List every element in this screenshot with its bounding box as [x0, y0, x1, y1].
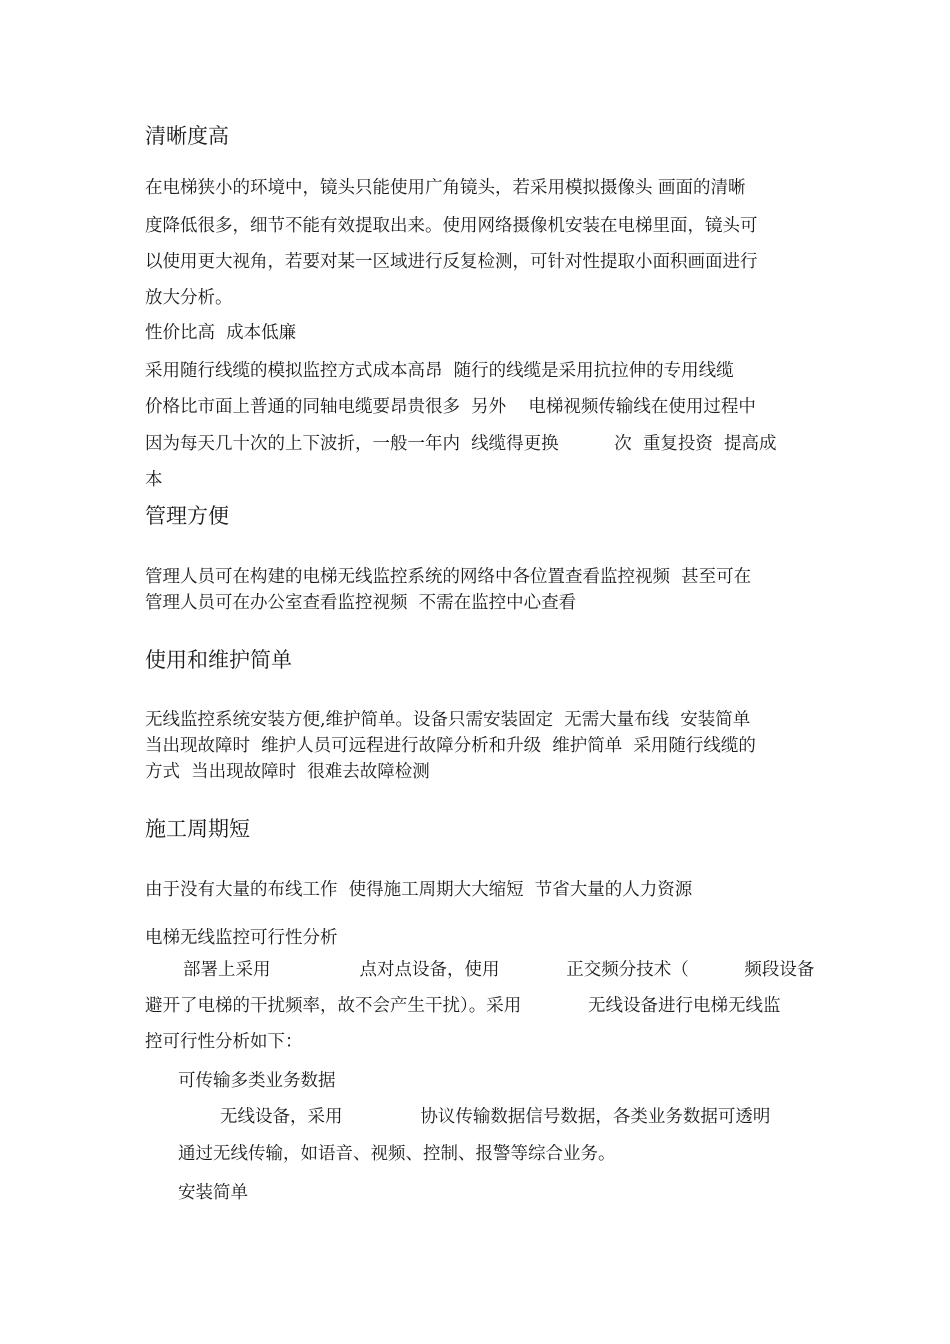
section-heading-feasibility: 电梯无线监控可行性分析 — [145, 928, 338, 948]
section-heading-clarity: 清晰度高 — [145, 124, 229, 148]
paragraph-line: 采用随行线缆的模拟监控方式成本高昂 随行的线缆是采用抗拉伸的专用线缆 — [145, 361, 734, 381]
paragraph-line: 无线设备，采用 协议传输数据信号数据，各类业务数据可透明 — [220, 1107, 771, 1127]
paragraph-line: 本 — [145, 470, 163, 490]
paragraph-line: 避开了电梯的干扰频率，故不会产生干扰）。采用 无线设备进行电梯无线监 — [145, 996, 781, 1016]
section-heading-install: 安装简单 — [178, 1183, 248, 1203]
paragraph-line: 放大分析。 — [145, 288, 233, 308]
paragraph-line: 因为每天几十次的上下波折，一般一年内 线缆得更换 次 重复投资 提高成 — [145, 434, 777, 454]
paragraph-line: 通过无线传输，如语音、视频、控制、报警等综合业务。 — [178, 1144, 616, 1164]
paragraph-line: 在电梯狭小的环境中，镜头只能使用广角镜头，若采用模拟摄像头 画面的清晰 — [145, 178, 746, 198]
section-heading-construction: 施工周期短 — [145, 817, 250, 841]
section-heading-maintenance: 使用和维护简单 — [145, 648, 292, 672]
paragraph-line: 管理人员可在构建的电梯无线监控系统的网络中各位置查看监控视频 甚至可在 — [145, 567, 752, 587]
paragraph-line: 当出现故障时 维护人员可远程进行故障分析和升级 维护简单 采用随行线缆的 — [145, 736, 756, 756]
paragraph-line: 由于没有大量的布线工作 使得施工周期大大缩短 节省大量的人力资源 — [145, 880, 693, 900]
paragraph-line: 部署上采用 点对点设备，使用 正交频分技术（ 频段设备 — [183, 960, 815, 980]
section-heading-multi-service: 可传输多类业务数据 — [178, 1071, 336, 1091]
paragraph-line: 控可行性分析如下： — [145, 1032, 303, 1052]
paragraph-line: 无线监控系统安装方便,维护简单。设备只需安装固定 无需大量布线 安装简单 — [145, 710, 751, 730]
section-heading-cost: 性价比高 成本低廉 — [145, 323, 297, 343]
section-heading-management: 管理方便 — [145, 504, 229, 528]
paragraph-line: 价格比市面上普通的同轴电缆要昂贵很多 另外 电梯视频传输线在使用过程中 — [145, 397, 756, 417]
paragraph-line: 管理人员可在办公室查看监控视频 不需在监控中心查看 — [145, 593, 577, 613]
paragraph-line: 度降低很多，细节不能有效提取出来。使用网络摄像机安装在电梯里面，镜头可 — [145, 216, 758, 236]
paragraph-line: 以使用更大视角，若要对某一区域进行反复检测，可针对性提取小面积画面进行 — [145, 252, 758, 272]
paragraph-line: 方式 当出现故障时 很难去故障检测 — [145, 762, 430, 782]
